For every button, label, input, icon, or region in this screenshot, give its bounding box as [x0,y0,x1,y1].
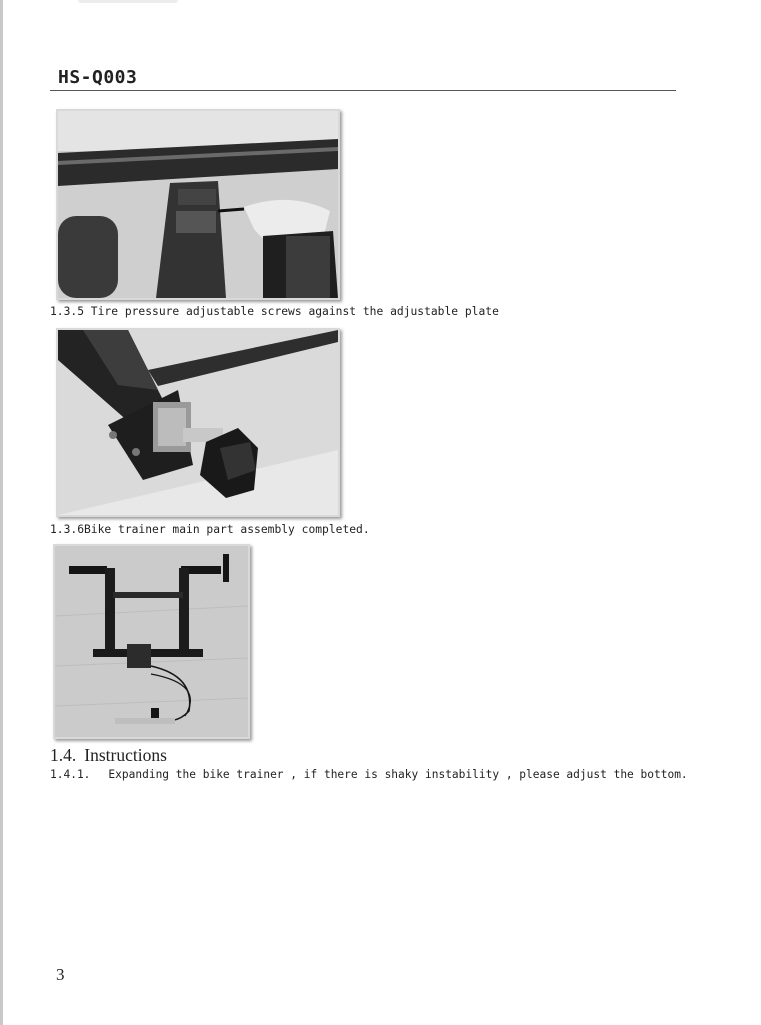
instruction-text: Expanding the bike trainer , if there is shaky instability , please adjust the bottom. [108,768,688,781]
instruction-item [50,768,688,781]
photo-adjustable-screw [56,109,340,300]
figure-caption: 1.3.5 Tire pressure adjustable screws against the adjustable plate [50,305,499,318]
document-code: HS-Q003 [58,67,138,88]
page-left-edge [0,0,3,1025]
photo-assembled-trainer [53,544,250,739]
instruction-number: 1.4.1. [50,768,91,781]
section-number: 1.4. [50,745,77,765]
section-title: Instructions [84,745,167,765]
scan-smudge [78,0,178,3]
page-number: 3 [56,965,65,984]
photo-knob-assembly [56,328,340,517]
figure-caption: 1.3.6Bike trainer main part assembly completed. [50,523,370,536]
section-heading [50,745,167,766]
header-divider [50,90,676,91]
